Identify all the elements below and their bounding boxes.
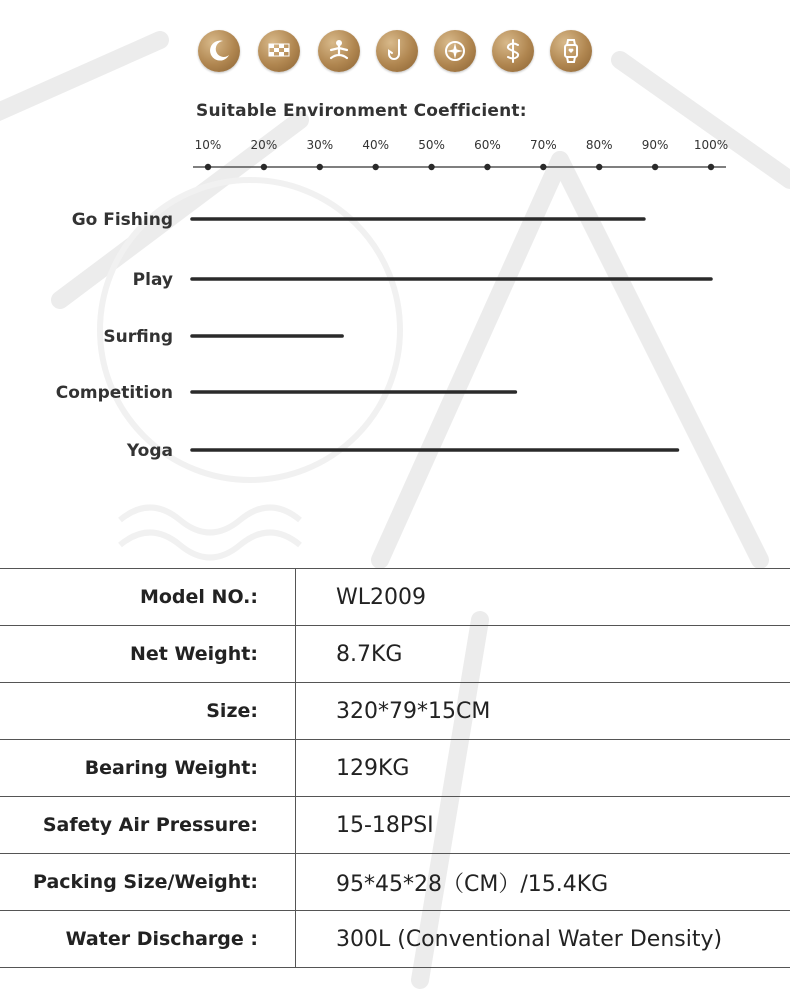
yoga-icon: [318, 30, 360, 72]
table-row: [0, 854, 790, 911]
axis-tick-dot: [652, 164, 658, 170]
tick-label: 60%: [474, 138, 501, 152]
tick-label: 100%: [693, 138, 729, 152]
spec-label: Safety Air Pressure:: [42, 814, 258, 836]
table-row: [0, 683, 790, 740]
spec-value: 129KG: [336, 755, 410, 781]
spec-label: Bearing Weight:: [84, 757, 258, 779]
feature-icons-row: [198, 30, 598, 76]
spec-value: 95*45*28（CM）/15.4KG: [336, 871, 609, 897]
axis-tick-dot: [484, 164, 490, 170]
column-divider: [295, 683, 296, 739]
column-divider: [295, 911, 296, 967]
axis-tick-dot: [372, 164, 378, 170]
table-row: [0, 797, 790, 854]
spec-value: 8.7KG: [336, 641, 403, 667]
moon-icon: [198, 30, 240, 72]
table-row: [0, 626, 790, 683]
axis-tick-dot: [540, 164, 546, 170]
spec-table: [0, 568, 790, 968]
axis-tick-dot: [261, 164, 267, 170]
table-row: [0, 569, 790, 626]
spec-value: WL2009: [336, 584, 426, 610]
environment-coefficient-chart: [0, 130, 790, 480]
spec-label: Water Discharge :: [65, 928, 258, 950]
category-label: Yoga: [126, 441, 173, 461]
tick-label: 50%: [418, 138, 445, 152]
chart-title: Suitable Environment Coefficient:: [196, 101, 527, 121]
fishing-hook-icon: [376, 30, 418, 72]
axis-tick-dot: [317, 164, 323, 170]
smartwatch-icon: [550, 30, 592, 72]
table-row: [0, 740, 790, 797]
category-label: Play: [132, 270, 173, 290]
axis-tick-dot: [596, 164, 602, 170]
tick-label: 40%: [362, 138, 390, 152]
spec-label: Net Weight:: [130, 643, 258, 665]
compass-icon: [434, 30, 476, 72]
spec-label: Size:: [206, 700, 258, 722]
spec-label: Model NO.:: [139, 586, 258, 608]
category-label: Surfing: [103, 327, 173, 347]
tick-label: 90%: [641, 138, 669, 152]
axis-tick-dot: [205, 164, 211, 170]
column-divider: [295, 854, 296, 910]
column-divider: [295, 626, 296, 682]
column-divider: [295, 569, 296, 625]
checkered-flag-icon: [258, 30, 300, 72]
tick-label: 80%: [585, 138, 613, 152]
spec-value: 15-18PSI: [336, 812, 434, 838]
table-row: [0, 911, 790, 968]
tick-label: 30%: [306, 138, 334, 152]
category-label: Competition: [55, 383, 173, 403]
spec-label: Packing Size/Weight:: [33, 871, 258, 893]
category-label: Go Fishing: [71, 210, 173, 230]
axis-tick-dot: [428, 164, 434, 170]
tick-label: 70%: [529, 138, 557, 152]
spec-value: 320*79*15CM: [336, 698, 491, 724]
column-divider: [295, 740, 296, 796]
axis-tick-dot: [708, 164, 714, 170]
tick-label: 10%: [194, 138, 222, 152]
spec-value: 300L (Conventional Water Density): [336, 926, 723, 952]
column-divider: [295, 797, 296, 853]
dollar-icon: [492, 30, 534, 72]
tick-label: 20%: [250, 138, 278, 152]
